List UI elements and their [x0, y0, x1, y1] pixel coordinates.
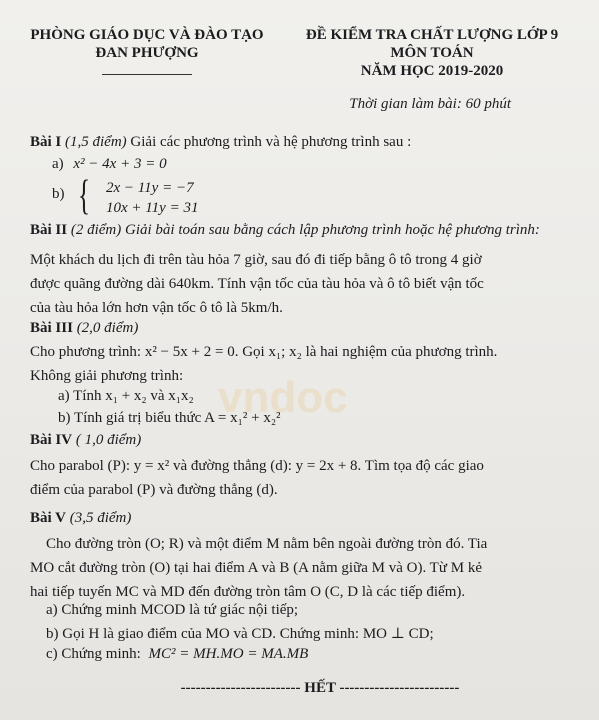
- department-name: PHÒNG GIÁO DỤC VÀ ĐÀO TẠO: [30, 27, 264, 43]
- watermark-logo: vndoc: [218, 373, 348, 422]
- bai4-points: ( 1,0 điểm): [75, 432, 142, 448]
- bai1-title: Bài I: [30, 134, 62, 150]
- bai5-part-c: [46, 646, 308, 663]
- time-limit: Thời gian làm bài: 60 phút: [349, 96, 511, 112]
- bai5-problem-cont: [30, 556, 570, 604]
- bai5-title: Bài V: [30, 510, 66, 526]
- bai2-points: (2 điểm): [70, 222, 122, 238]
- bai4-line-2: điểm của parabol (P) và đường thẳng (d).: [30, 482, 278, 498]
- bai5-part-b: b) Gọi H là giao điểm của MO và CD. Chứng minh: MO ⊥ CD;: [46, 626, 434, 642]
- bai5-line-2: MO cắt đường tròn (O) tại hai điểm A và B (A nằm giữa M và O). Từ M kẻ: [30, 560, 482, 576]
- exam-header: [282, 26, 582, 80]
- bai1-part-a: [52, 156, 167, 173]
- bai3-part-b: b) Tính giá trị biểu thức A = x₁² + x₂²: [58, 410, 281, 426]
- bai2-heading: [30, 222, 540, 239]
- system-eq-1: 2x − 11y = −7: [106, 180, 194, 196]
- bai1-a-label: a): [52, 156, 64, 172]
- bai5-points: (3,5 điểm): [69, 510, 132, 526]
- bai3-line-1: Cho phương trình: x² − 5x + 2 = 0. Gọi x₁; x₂ là hai nghiệm của phương trình.: [30, 344, 498, 360]
- exam-title: ĐỀ KIỂM TRA CHẤT LƯỢNG LỚP 9: [305, 27, 559, 43]
- bai2-instruction: Giải bài toán sau bằng cách lập phương trình hoặc hệ phương trình:: [125, 222, 540, 238]
- bai5-problem: [46, 532, 576, 556]
- bai5-line-3: hai tiếp tuyến MC và MD đến đường tròn tâm O (C, D là các tiếp điểm).: [30, 584, 466, 600]
- bai3-part-a: a) Tính x₁ + x₂ và x₁x₂: [58, 388, 194, 404]
- bai4-problem: [30, 454, 570, 502]
- bai5-heading: [30, 510, 131, 527]
- bai2-problem: [30, 248, 570, 320]
- system-equations: [106, 178, 198, 218]
- subject-name: MÔN TOÁN: [390, 45, 474, 61]
- bai2-line-1: Một khách du lịch đi trên tàu hỏa 7 giờ, sau đó đi tiếp bằng ô tô trong 4 giờ: [30, 252, 482, 268]
- bai4-heading: [30, 432, 141, 449]
- bai2-title: Bài II: [30, 222, 68, 238]
- bai2-line-3: của tàu hỏa lớn hơn vận tốc ô tô là 5km/h.: [30, 300, 283, 316]
- system-eq-2: 10x + 11y = 31: [106, 200, 199, 216]
- bai5-line-1: Cho đường tròn (O; R) và một điểm M nằm bên ngoài đường tròn đó. Tia: [46, 536, 488, 552]
- bai3-heading: [30, 320, 138, 337]
- bai2-line-2: được quãng đường dài 640km. Tính vận tốc của tàu hỏa và ô tô biết vận tốc: [30, 276, 484, 292]
- school-header: [22, 26, 272, 80]
- district-name: ĐAN PHƯỢNG: [95, 45, 199, 61]
- bai5-c-equation: MC² = MH.MO = MA.MB: [148, 646, 309, 662]
- bai1-a-equation: x² − 4x + 3 = 0: [73, 156, 167, 172]
- system-brace: {: [78, 173, 91, 219]
- bai5-part-a: a) Chứng minh MCOD là tứ giác nội tiếp;: [46, 602, 299, 618]
- bai5-c-label: c) Chứng minh:: [46, 646, 141, 662]
- bai1-points: (1,5 điểm): [65, 134, 127, 150]
- school-year: NĂM HỌC 2019-2020: [360, 63, 504, 79]
- end-marker: ------------------------ HẾT ------------------------: [180, 680, 460, 696]
- bai4-line-1: Cho parabol (P): y = x² và đường thẳng (d): y = 2x + 8. Tìm tọa độ các giao: [30, 458, 484, 474]
- header-divider: [102, 74, 192, 75]
- bai3-line-2: Không giải phương trình:: [30, 368, 184, 384]
- bai3-title: Bài III: [30, 320, 73, 336]
- bai4-title: Bài IV: [30, 432, 73, 448]
- bai1-b-label: b): [52, 186, 65, 202]
- bai1-instruction: Giải các phương trình và hệ phương trình sau :: [130, 134, 412, 150]
- bai1-heading: [30, 134, 411, 151]
- bai3-points: (2,0 điểm): [76, 320, 139, 336]
